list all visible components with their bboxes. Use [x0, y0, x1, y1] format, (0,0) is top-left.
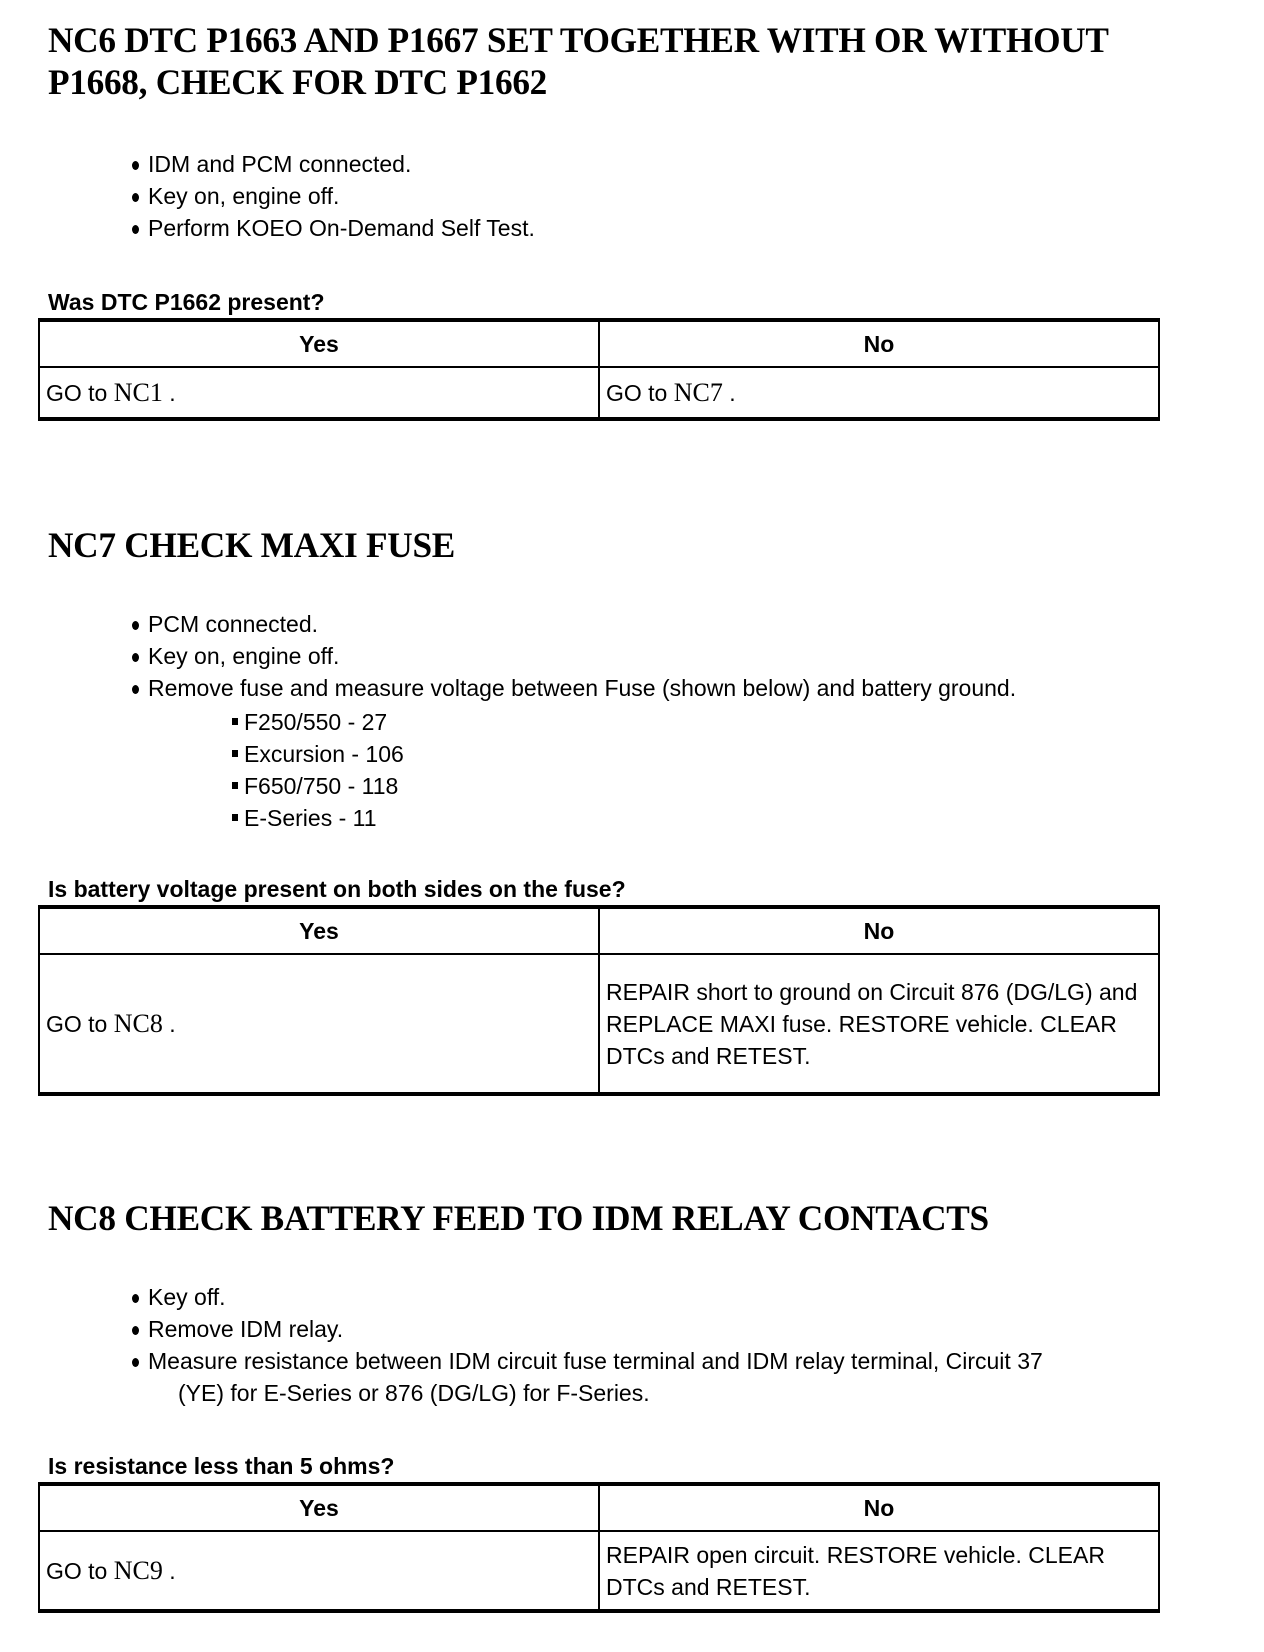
step-item: PCM connected. [128, 608, 1016, 640]
go-to-prefix: GO to [606, 379, 674, 406]
fuse-list [228, 706, 404, 834]
go-to-prefix: GO to [46, 1557, 114, 1584]
table-header-row [39, 907, 1159, 954]
step-item: Remove fuse and measure voltage between Fuse (shown below) and battery ground. [128, 672, 1016, 704]
no-cell [599, 367, 1159, 419]
go-to-link-nc8[interactable]: NC8 [113, 1008, 163, 1038]
go-to-prefix: GO to [46, 379, 114, 406]
yes-cell [39, 1531, 599, 1611]
go-to-prefix: GO to [46, 1010, 114, 1037]
yes-header: Yes [39, 1484, 599, 1531]
step-item: Key on, engine off. [128, 180, 535, 212]
section-heading: NC7 CHECK MAXI FUSE [48, 525, 456, 565]
no-cell: REPAIR open circuit. RESTORE vehicle. CLEAR DTCs and RETEST. [599, 1531, 1159, 1611]
yes-cell [39, 367, 599, 419]
go-to-suffix: . [162, 1010, 176, 1037]
heading-line-2: P1668, CHECK FOR DTC P1662 [48, 62, 548, 102]
step-item: Remove IDM relay. [128, 1313, 1043, 1345]
answer-table [38, 905, 1160, 1096]
step-item: IDM and PCM connected. [128, 148, 535, 180]
section-heading: NC8 CHECK BATTERY FEED TO IDM RELAY CONTACTS [48, 1198, 989, 1238]
section-heading [48, 19, 1109, 103]
yes-header: Yes [39, 320, 599, 367]
yes-header: Yes [39, 907, 599, 954]
step-item-continuation [128, 1377, 1043, 1409]
fuse-item: F250/550 - 27 [228, 706, 404, 738]
step-item: Key on, engine off. [128, 640, 1016, 672]
heading-line-1: NC6 DTC P1663 AND P1667 SET TOGETHER WITH OR WITHOUT [48, 20, 1109, 60]
no-cell: REPAIR short to ground on Circuit 876 (DG/LG) and REPLACE MAXI fuse. RESTORE vehicle. CLEAR DTCs and RETEST. [599, 954, 1159, 1094]
question-label: Is battery voltage present on both sides on the fuse? [48, 876, 626, 902]
no-header: No [599, 907, 1159, 954]
go-to-suffix: . [162, 1557, 176, 1584]
step-list [128, 1281, 1043, 1409]
table-row [39, 367, 1159, 419]
question-label: Was DTC P1662 present? [48, 289, 325, 315]
table-header-row [39, 1484, 1159, 1531]
go-to-suffix: . [722, 379, 736, 406]
go-to-link-nc9[interactable]: NC9 [113, 1555, 163, 1585]
answer-table [38, 1482, 1160, 1613]
step-item: Perform KOEO On-Demand Self Test. [128, 212, 535, 244]
table-header-row [39, 320, 1159, 367]
go-to-suffix: . [162, 379, 176, 406]
step-list [128, 148, 535, 244]
go-to-link-nc7[interactable]: NC7 [673, 377, 723, 407]
no-header: No [599, 1484, 1159, 1531]
question-label: Is resistance less than 5 ohms? [48, 1453, 395, 1479]
yes-cell [39, 954, 599, 1094]
step-continuation-text: (YE) for E-Series or 876 (DG/LG) for F-Series. [178, 1380, 650, 1406]
fuse-sublist [228, 706, 404, 834]
fuse-item: F650/750 - 118 [228, 770, 404, 802]
step-list [128, 608, 1016, 704]
no-header: No [599, 320, 1159, 367]
table-row [39, 954, 1159, 1094]
go-to-link-nc1[interactable]: NC1 [113, 377, 163, 407]
fuse-item: E-Series - 11 [228, 802, 404, 834]
step-item: Measure resistance between IDM circuit fuse terminal and IDM relay terminal, Circuit 37 [128, 1345, 1043, 1377]
step-item: Key off. [128, 1281, 1043, 1313]
fuse-list-container [228, 706, 404, 834]
answer-table [38, 318, 1160, 421]
table-row [39, 1531, 1159, 1611]
fuse-item: Excursion - 106 [228, 738, 404, 770]
